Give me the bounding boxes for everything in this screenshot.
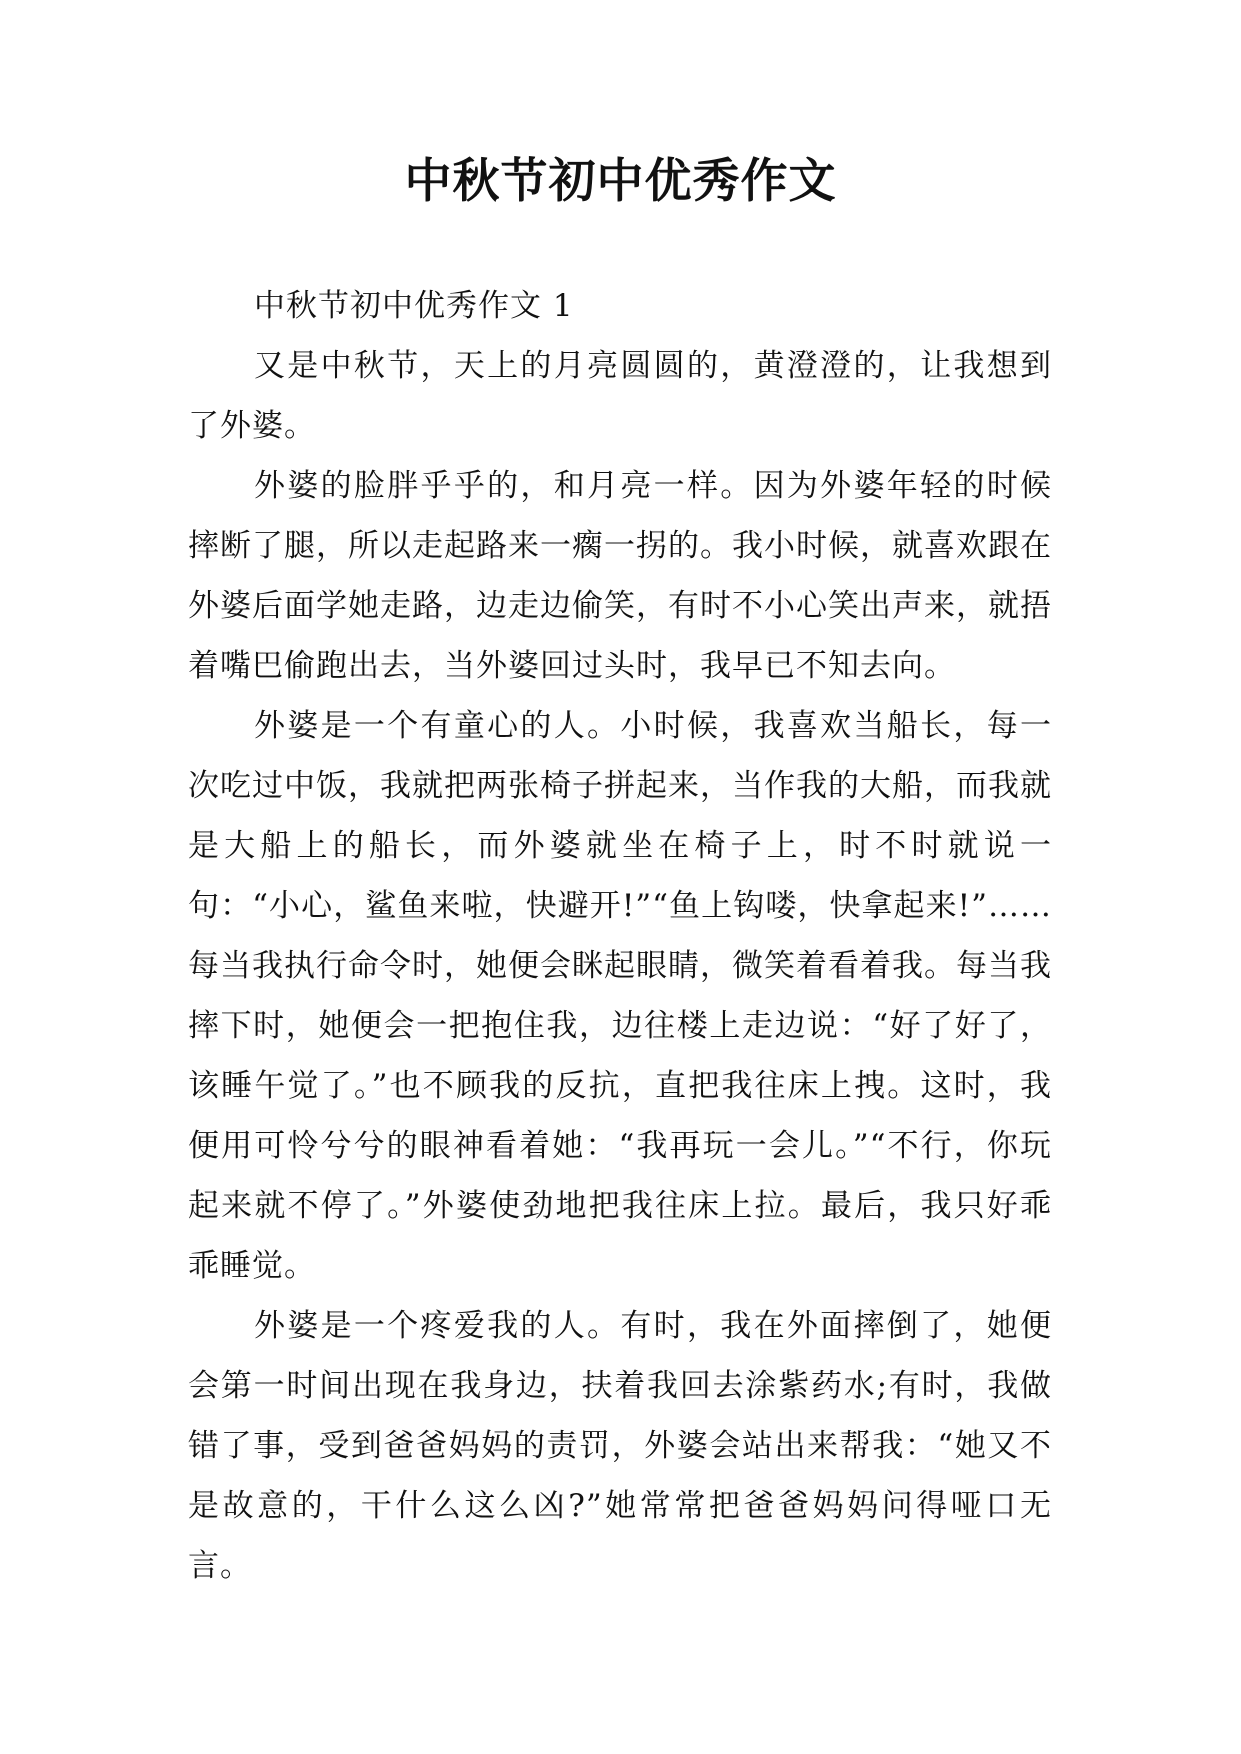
subtitle-paragraph: 中秋节初中优秀作文 1 [254,288,574,324]
body-paragraph: 外婆是一个疼爱我的人。有时，我在外面摔倒了，她便会第一时间出现在我身边，扶着我回去涂紫药水;有时，我做错了事，受到爸爸妈妈的责罚，外婆会站出来帮我：“她又不是故意的，干什么这么凶?”她常常把爸爸妈妈问得哑口无言。 [188,1308,1052,1584]
body-paragraph: 外婆的脸胖乎乎的，和月亮一样。因为外婆年轻的时候摔断了腿，所以走起路来一瘸一拐的。我小时候，就喜欢跟在外婆后面学她走路，边走边偷笑，有时不小心笑出声来，就捂着嘴巴偷跑出去，当外婆回过头时，我早已不知去向。 [188,468,1052,684]
document-title: 中秋节初中优秀作文 [404,154,837,209]
intro-paragraph: 又是中秋节，天上的月亮圆圆的，黄澄澄的，让我想到了外婆。 [188,348,1052,444]
body-paragraph: 外婆是一个有童心的人。小时候，我喜欢当船长，每一次吃过中饭，我就把两张椅子拼起来，当作我的大船，而我就是大船上的船长，而外婆就坐在椅子上，时不时就说一句：“小心，鲨鱼来啦，快避开!”“鱼上钩喽，快拿起来!”……每当我执行命令时，她便会眯起眼睛，微笑着看着我。每当我摔下时，她便会一把抱住我，边往楼上走边说：“好了好了，该睡午觉了。”也不顾我的反抗，直把我往床上拽。这时，我便用可怜兮兮的眼神看着她：“我再玩一会儿。”“不行，你玩起来就不停了。”外婆使劲地把我往床上拉。最后，我只好乖乖睡觉。 [188,708,1052,1284]
document-body [188,276,1052,1596]
